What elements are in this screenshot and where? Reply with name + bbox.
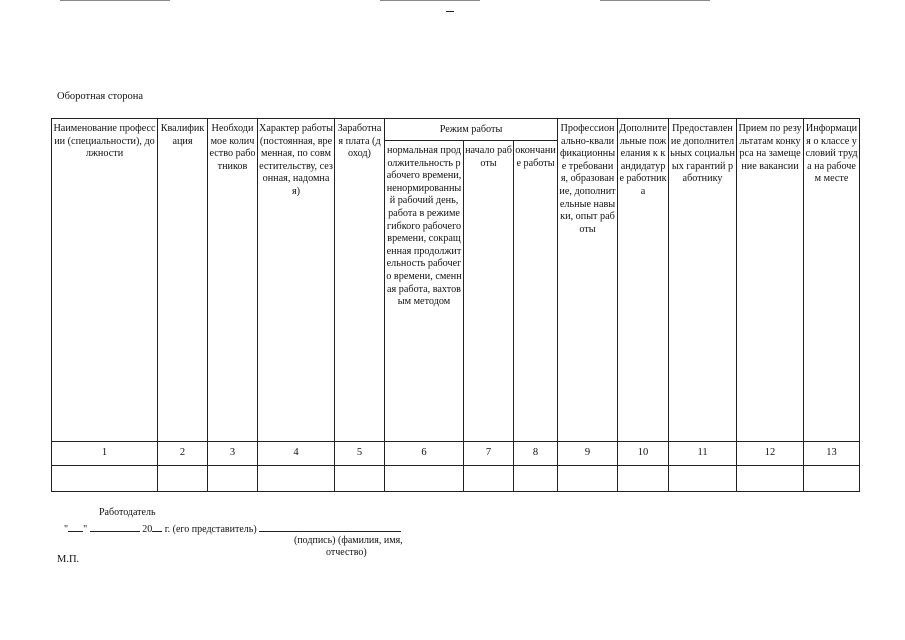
top-rule-center (380, 0, 480, 1)
quote-open: " (64, 524, 69, 535)
header-qualification: Квалификация (158, 119, 208, 442)
signature-line (64, 522, 401, 535)
table-cell[interactable] (258, 466, 335, 492)
table-cell[interactable] (464, 466, 514, 492)
column-number: 1 (52, 442, 158, 466)
column-number: 9 (558, 442, 618, 466)
header-requirements: Профессионально-квалификационные требования, образование, дополнительные навыки, опыт работы (558, 119, 618, 442)
header-work-regime: Режим работы (385, 119, 558, 141)
header-work-start: начало работы (464, 141, 514, 442)
table-cell[interactable] (669, 466, 737, 492)
quote-close: " (83, 524, 88, 535)
top-dash-mark (446, 11, 454, 12)
column-number: 3 (208, 442, 258, 466)
header-profession: Наименование профессии (специальности), должности (52, 119, 158, 442)
header-row (52, 119, 860, 141)
column-number-row (52, 442, 860, 466)
column-number: 7 (464, 442, 514, 466)
table-cell[interactable] (385, 466, 464, 492)
month-blank[interactable] (90, 522, 140, 532)
reverse-side-label: Оборотная сторона (57, 91, 143, 102)
stamp-place-label: М.П. (57, 554, 80, 565)
header-work-hours-mode: нормальная продолжительность рабочего времени, ненормированный рабочий день, работа в режиме гибкого рабочего времени, сокращенная продолжительность рабочего времени, сменная работа, вахтовым методом (385, 141, 464, 442)
header-required-count: Необходимое количество работников (208, 119, 258, 442)
representative-label: г. (его представитель) (164, 524, 257, 535)
signature-blank[interactable] (259, 522, 401, 532)
year-prefix: 20 (142, 524, 153, 535)
column-number: 6 (385, 442, 464, 466)
caption-patronymic: отчество) (326, 547, 367, 558)
top-rule-right (600, 0, 710, 1)
top-rule-left (60, 0, 170, 1)
caption-sign: (подпись) (294, 535, 336, 546)
empty-data-row (52, 466, 860, 492)
header-work-type: Характер работы (постоянная, временная, по совместительству, сезонная, надомная) (258, 119, 335, 442)
header-working-conditions: Информация о классе условий труда на рабочем месте (804, 119, 860, 442)
column-number: 2 (158, 442, 208, 466)
year-blank[interactable] (152, 522, 162, 532)
column-number: 5 (335, 442, 385, 466)
header-candidate-wishes: Дополнительные пожелания к кандидатуре работника (618, 119, 669, 442)
table-cell[interactable] (558, 466, 618, 492)
signature-caption (294, 535, 403, 546)
employer-label: Работодатель (99, 507, 156, 518)
table-cell[interactable] (52, 466, 158, 492)
header-salary: Заработная плата (доход) (335, 119, 385, 442)
table-cell[interactable] (618, 466, 669, 492)
day-blank[interactable] (68, 522, 83, 532)
column-number: 10 (618, 442, 669, 466)
table-cell[interactable] (158, 466, 208, 492)
vacancy-form-table (51, 118, 860, 492)
column-number: 12 (737, 442, 804, 466)
column-number: 4 (258, 442, 335, 466)
table-cell[interactable] (737, 466, 804, 492)
column-number: 13 (804, 442, 860, 466)
header-social-guarantees: Предоставление дополнительных социальных гарантий работнику (669, 119, 737, 442)
caption-name: (фамилия, имя, (338, 535, 403, 546)
table-cell[interactable] (804, 466, 860, 492)
table-cell[interactable] (514, 466, 558, 492)
column-number: 11 (669, 442, 737, 466)
table-cell[interactable] (208, 466, 258, 492)
header-work-end: окончание работы (514, 141, 558, 442)
column-number: 8 (514, 442, 558, 466)
table-cell[interactable] (335, 466, 385, 492)
header-competition-hiring: Прием по результатам конкурса на замещение вакансии (737, 119, 804, 442)
